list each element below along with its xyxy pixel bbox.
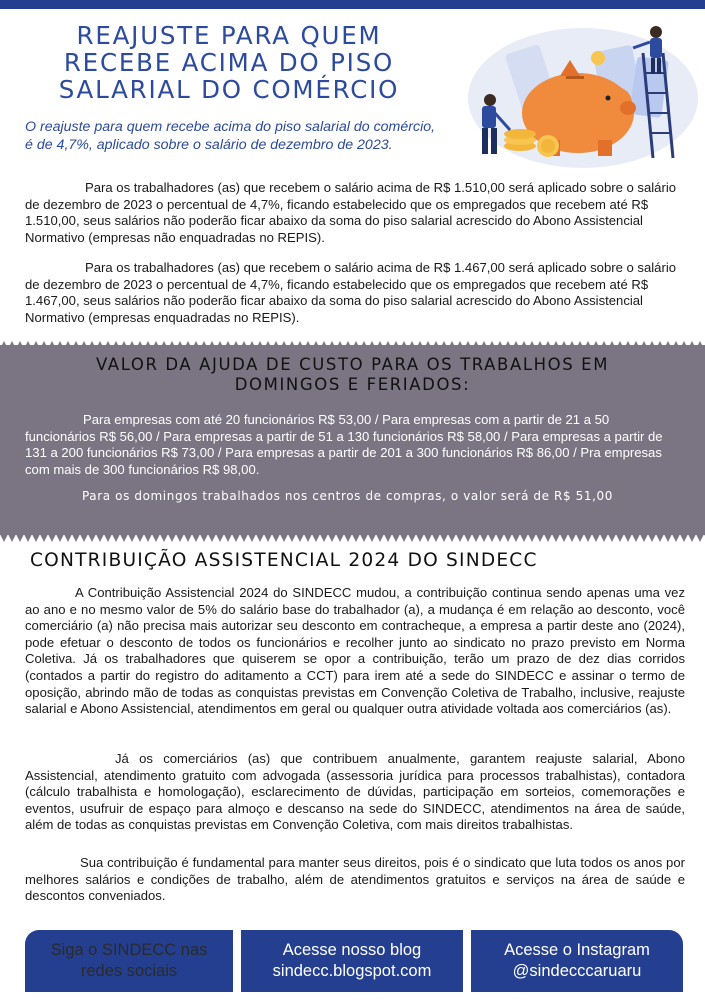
footer-social-line-1: Siga o SINDECC nas [50, 941, 208, 959]
page-subtitle: O reajuste para quem recebe acima do piso salarial do comércio, é de 4,7%, aplicado sobre o salário de dezembro de 2023. [25, 119, 436, 153]
page-title [20, 22, 438, 103]
page-title-line-2: RECEBE ACIMA DO PISO [63, 48, 395, 77]
contribuicao-paragraph-3: Sua contribuição é fundamental para manter seus direitos, pois é o sindicato que luta todos os anos por melhores salários e condições de trabalho, além de atendimentos gratuitos e serviços na área de saúde e descontos conveniados. [25, 855, 685, 904]
piggy-bank-illustration [448, 18, 698, 168]
footer-instagram-handle[interactable]: @sindecccaruaru [512, 962, 642, 980]
ajuda-custo-values: Para empresas com até 20 funcionários R$ 53,00 / Para empresas com a partir de 21 a 50 funcionários R$ 56,00 / Para empresas a partir de 51 a 130 funcionários R$ 58,00 / Para empresas a partir de 131 a 200 funcionários R$ 73,00 / Para empresas a partir de 201 a 300 funcionários R$ 86,00 / Pra empresas com mais de 300 funcionários R$ 98,00. [25, 412, 663, 477]
ajuda-custo-note: Para os domingos trabalhados nos centros de compras, o valor será de R$ 51,00 [82, 489, 613, 503]
top-accent-bar [0, 0, 705, 9]
footer-blog-url[interactable]: sindecc.blogspot.com [272, 962, 432, 980]
contribuicao-title: CONTRIBUIÇÃO ASSISTENCIAL 2024 DO SINDECC [30, 550, 538, 571]
ajuda-custo-title [25, 355, 680, 395]
footer-blog-link[interactable] [241, 930, 463, 992]
band-bottom-zigzag [0, 534, 705, 542]
footer-blog-line-1: Acesse nosso blog [282, 941, 422, 959]
contribuicao-paragraph-1: A Contribuição Assistencial 2024 do SINDECC mudou, a contribuição continua sendo apenas uma vez ao ano e no mesmo valor de 5% do salário base do trabalhador (a), a mudança é em relação ao desconto, você comerciário (a) não precisa mais autorizar seu desconto em contracheque, a empresa a partir deste ano (2024), pode efetuar o desconto de todos os funcionários e recolher junto ao sindicato no prazo previsto em Norma Coletiva. Já os trabalhadores que quiserem se opor a contribuição, terão um prazo de dez dias corridos (contados a partir do registro do aditamento a CCT) para irem até a sede do SINDECC e assinar o termo de oposição, abrindo mão de todas as conquistas previstas em Convenção Coletiva de Trabalho, inclusive, reajuste salarial e Abono Assistencial, atendimentos em geral ou qualquer outra atividade voltada aos comerciários (as). [25, 585, 685, 717]
footer-social-box [25, 930, 233, 992]
page-title-line-1: REAJUSTE PARA QUEM [76, 21, 382, 50]
contribuicao-paragraph-2: Já os comerciários (as) que contribuem anualmente, garantem reajuste salarial, Abono Assistencial, atendimento gratuito com advogada (assessoria jurídica para processos trabalhistas), contadora (cálculo trabalhista e homologação), esclarecimento de dúvidas, participação em sorteios, comemorações e eventos, usufruir de espaço para almoço e descanso na sede do SINDECC, atendimentos na área de saúde, além de todas as conquistas previstas em Convenção Coletiva, com mais direitos trabalhistas. [25, 751, 685, 833]
ajuda-custo-title-line-1: VALOR DA AJUDA DE CUSTO PARA OS TRABALHOS EM [95, 355, 610, 374]
footer-social-line-2: redes sociais [80, 962, 178, 980]
footer-instagram-link[interactable] [471, 930, 683, 992]
reajuste-paragraph-2: Para os trabalhadores (as) que recebem o salário acima de R$ 1.467,00 será aplicado sobre o salário de dezembro de 2023 o percentual de 4,7%, ficando estabelecido que os empregados que recebem até R$ 1.467,00, seus salários não poderão ficar abaixo da soma do piso salarial acrescido do Abono Assistencial Normativo (empresas enquadradas no REPIS). [25, 260, 677, 325]
page-title-line-3: SALARIAL DO COMÉRCIO [58, 75, 400, 104]
ajuda-custo-title-line-2: DOMINGOS E FERIADOS: [234, 375, 471, 394]
band-top-zigzag [0, 341, 705, 349]
reajuste-paragraph-1: Para os trabalhadores (as) que recebem o salário acima de R$ 1.510,00 será aplicado sobre o salário de dezembro de 2023 o percentual de 4,7%, ficando estabelecido que os empregados que recebem até R$ 1.510,00, seus salários não poderão ficar abaixo da soma do piso salarial acrescido do Abono Assistencial Normativo (empresas não enquadradas no REPIS). [25, 180, 677, 245]
footer-instagram-line-1: Acesse o Instagram [504, 941, 650, 959]
